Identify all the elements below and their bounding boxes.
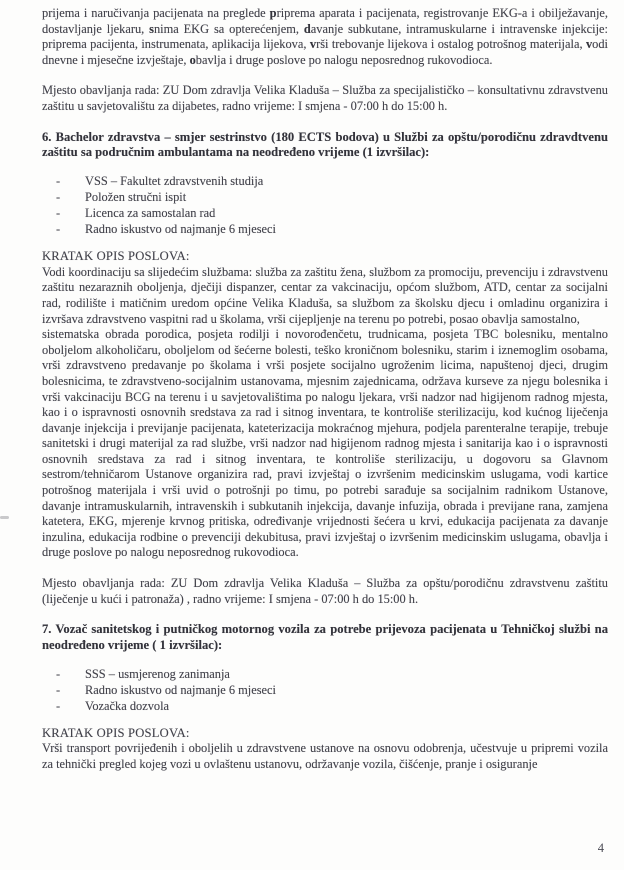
- job-heading-7: 7. Vozač sanitetskog i putničkog motornog vozila za potrebe prijevoza pacijenata u Tehničkoj službi na neodređeno vrijeme ( 1 izvršilac):: [42, 622, 608, 653]
- scan-artifact: [0, 516, 9, 519]
- section-label-6: KRATAK OPIS POSLOVA:: [42, 249, 190, 264]
- requirements-list-6: [42, 173, 608, 237]
- work-location-paragraph-1: Mjesto obavljanja rada: ZU Dom zdravlja Velika Kladuša – Služba za specijalističko – konsultativnu zdravstvenu zaštitu u savjetovalištu za dijabetes, radno vrijeme: I smjena - 07:00 h do 15:00 h.: [42, 83, 608, 113]
- requirement-text: Vozačka dozvola: [85, 698, 170, 713]
- intro-segment-bold: v: [585, 37, 593, 52]
- requirement-text: Radno iskustvo od najmanje 6 mjeseci: [85, 222, 276, 237]
- intro-segment-bold: p: [269, 6, 277, 20]
- intro-segment-bold: v: [309, 37, 317, 52]
- requirement-text: Radno iskustvo od najmanje 6 mjeseci: [85, 682, 276, 697]
- work-location-paragraph-2: Mjesto obavljanja rada: ZU Dom zdravlja Velika Kladuša – Služba za opštu/porodičnu zdravstvenu zaštitu (liječenje u kući i patronaža) , radno vrijeme: I smjena - 07:00 h do 15:00 h.: [42, 576, 608, 606]
- requirements-list-7: [42, 666, 608, 714]
- intro-segment: nima EKG sa opterećenjem,: [153, 21, 304, 36]
- job-description-7-part-1: Vrši transport povrijeđenih i oboljelih u zdravstvene ustanove na osnovu odobrenja, učestvuje u pripremi vozila za tehnički pregled kojeg vozi u ovlaštenu ustanovu, održavanje vozila, čišćenje, pranje i osiguranje: [42, 741, 608, 771]
- list-item: [42, 666, 608, 682]
- list-item: [42, 189, 608, 205]
- list-item: [42, 682, 608, 698]
- requirement-text: SSS – usmjerenog zanimanja: [85, 666, 230, 681]
- page-number: 4: [597, 841, 604, 855]
- intro-segment-bold: d: [303, 21, 311, 36]
- paragraph-continuation: [42, 6, 608, 68]
- list-item: [42, 698, 608, 714]
- job-heading-6: 6. Bachelor zdravstva – smjer sestrinstvo (180 ECTS bodova) u Službi za opštu/porodičnu zdravdtvenu zaštitu sa područnim ambulantama na neodređeno vrijeme (1 izvršilac):: [42, 129, 608, 160]
- document-page: [42, 6, 608, 773]
- list-item: [42, 221, 608, 237]
- requirement-text: VSS – Fakultet zdravstvenih studija: [85, 174, 264, 189]
- intro-segment: odi dnevne i mjesečne izvještaje,: [42, 37, 608, 67]
- intro-segment: avanje subkutane, intramuskularne i intravenske injekcije: priprema pacijenta, instrumenata, aplikacija lijekova,: [42, 21, 608, 52]
- intro-segment: prijema i naručivanja pacijenata na preglede: [42, 6, 270, 20]
- intro-segment-bold: o: [189, 52, 196, 67]
- list-item: [42, 173, 608, 189]
- requirement-text: Položen stručni ispit: [85, 190, 187, 205]
- requirement-text: Licenca za samostalan rad: [85, 206, 216, 221]
- list-item: [42, 205, 608, 221]
- section-label-7: KRATAK OPIS POSLOVA:: [42, 725, 190, 740]
- intro-segment: riprema aparata i pacijenata, registrovanje EKG-a i obilježavanje, dostavljanje ljekaru,: [42, 6, 609, 36]
- intro-segment: rši trebovanje lijekova i ostalog potrošnog materijala,: [316, 37, 586, 52]
- intro-segment: bavlja i druge poslove po nalogu neposrednog rukovodioca.: [195, 52, 493, 67]
- job-description-6-part-1: Vodi koordinaciju sa slijedećim službama: služba za zaštitu žena, službom za promociju, prevenciju i zdravstvenu zaštitu nezaraznih oboljenja, dječiji dispanzer, centar za vakcinaciju, općom službom, ATD, centar za socijalni rad, rodilište i matičnim uredom općine Velika Kladuša, sa službom za školsku djecu i omladinu organizira i izvršava zdravstveno vaspitni rad u školama, vrši cijepljenje na terenu po potrebi, posao obavlja samostalno,: [42, 264, 608, 326]
- intro-segment-bold: s: [149, 21, 154, 36]
- job-description-6-part-2: sistematska obrada porodica, posjeta rodilji i novorođenčetu, trudnicama, posjeta TBC bolesniku, mentalno oboljelom alkoholičaru, oboljelom od šećerne bolesti, teško kroničnom bolesniku, starim i iznemoglim osobama, vrši zdravstveno predavanje po školama i vrši posjete socijalno ugroženim licima, napuštenoj djeci, drugim bolesnicima, te zdravstveno-socijalnim ustanovama, mjesnim zajednicama, održava kurseve za njegu bolesnika i vrši vakcinaciju BCG na terenu i u savjetovalištima po nalogu ljekara, vrši nadzor nad higijenom radnog mjesta, kao i o ispravnosti osnovnih sredstava za rad i sitnog inventara, te kontroliše sterilizaciju, kod kućnog liječenja davanje injekcija i previjanje pacijenata, kateterizacija mokraćnog mjehura, podjela parenteralne terapije, trebuje sanitetski i drugi materijal za rad službe, vrši nadzor nad higijenom radnog mjesta i sanitarija kao i o ispravnosti osnovnih sredstava za rad i sitnog inventara, te kontroliše sterilizaciju, u dogovoru sa Glavnom sestrom/tehničarom Ustanove organizira rad, pravi izvještaj o izvršenim medicinskim uslugama, vodi kartice potrošnog materijala i vrši uvid o potrošnji po timu, po potrebi sarađuje sa socijalnim radnikom Ustanove, davanje intramuskularnih, intravenskih i subkutanih injekcija, davanje infuzija, obrada i previjane rana, zamjena katetera, EKG, mjerenje krvnog pritiska, određivanje vrijednosti šećera u krvi, edukacija pacijenata za davanje inzulina, edukacija rodbine o prevenciji dekubitusa, pravi izvještaj o izvršenim medicinskim uslugama, obavlja i druge poslove po nalogu neposrednog rukovodioca.: [42, 327, 608, 560]
